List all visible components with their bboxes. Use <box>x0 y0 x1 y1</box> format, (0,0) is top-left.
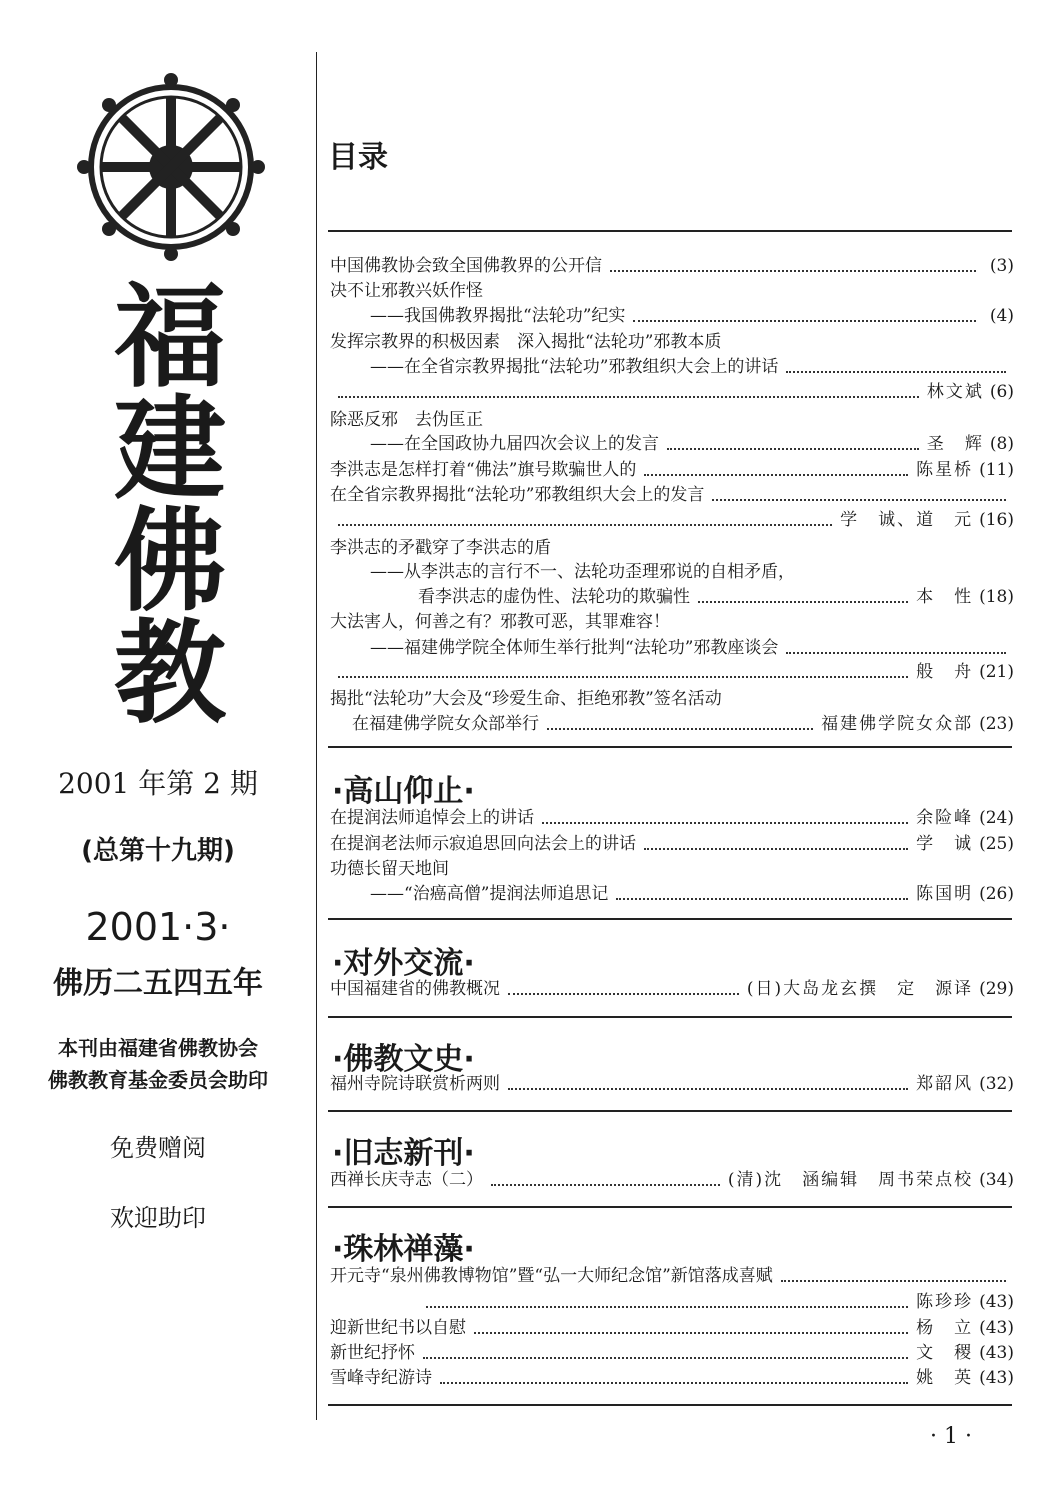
leader-dots <box>698 601 908 603</box>
toc-author: (清)沈 涵编辑 周书荣点校 <box>727 1170 974 1190</box>
toc-row[interactable] <box>330 330 1014 355</box>
title-char: 佛 <box>114 496 226 627</box>
toc-row[interactable] <box>330 279 1014 304</box>
toc-page: (43) <box>979 1343 1014 1363</box>
toc-row[interactable] <box>330 1316 1014 1341</box>
toc-title: 决不让邪教兴妖作怪 <box>330 281 483 301</box>
leader-dots <box>712 499 1006 501</box>
toc-author: 陈珍珍 <box>916 1292 974 1312</box>
toc-row[interactable] <box>330 380 1014 405</box>
divider <box>328 230 1012 232</box>
toc-title: ——在全省宗教界揭批“法轮功”邪教组织大会上的讲话 <box>370 357 779 377</box>
title-char: 教 <box>114 608 226 739</box>
toc-row[interactable] <box>330 458 1014 483</box>
page-number: · 1 · <box>930 1424 972 1449</box>
toc-row[interactable] <box>330 304 1014 329</box>
leader-dots <box>786 652 1006 654</box>
toc-author: 林文斌 <box>926 382 984 402</box>
magazine-title <box>100 272 240 739</box>
toc-author: 陈国明 <box>916 884 974 904</box>
toc-heading: 目录 <box>328 140 388 175</box>
toc-page: (6) <box>989 382 1014 402</box>
title-char: 建 <box>114 384 226 515</box>
toc-row[interactable] <box>330 408 1014 433</box>
toc-title: 李洪志的矛戳穿了李洪志的盾 <box>330 538 551 558</box>
toc-title: 在福建佛学院女众部举行 <box>352 714 539 734</box>
divider <box>328 1110 1012 1112</box>
section-title: ·旧志新刊· <box>332 1136 475 1171</box>
toc-page: (25) <box>979 834 1014 854</box>
leader-dots <box>508 1088 908 1090</box>
toc-row[interactable] <box>330 610 1014 635</box>
toc-title: 看李洪志的虚伪性、法轮功的欺骗性 <box>418 587 690 607</box>
toc-row[interactable] <box>330 508 1014 533</box>
toc-row[interactable] <box>330 1168 1014 1193</box>
toc-row[interactable] <box>330 1264 1014 1289</box>
toc-title: 功德长留天地间 <box>330 859 449 879</box>
toc-row[interactable] <box>330 1341 1014 1366</box>
divider <box>328 1016 1012 1018</box>
leader-dots <box>644 474 908 476</box>
leader-dots <box>474 1332 908 1334</box>
toc-title: ——从李洪志的言行不一、法轮功歪理邪说的自相矛盾， <box>370 562 795 582</box>
divider <box>328 1206 1012 1208</box>
toc-page: (11) <box>979 460 1014 480</box>
toc-title: 在提润法师追悼会上的讲话 <box>330 808 534 828</box>
toc-title: 除恶反邪 去伪匡正 <box>330 410 483 430</box>
leader-dots <box>644 848 908 850</box>
toc-title: 揭批“法轮功”大会及“珍爱生命、拒绝邪教”签名活动 <box>330 689 722 709</box>
toc-page: (29) <box>979 979 1014 999</box>
toc-row[interactable] <box>330 882 1014 907</box>
section-title: ·高山仰止· <box>332 774 475 809</box>
toc-title: 西禅长庆寺志（二） <box>330 1170 483 1190</box>
toc-page: (21) <box>979 662 1014 682</box>
toc-page: (4) <box>989 306 1014 326</box>
toc-title: 开元寺“泉州佛教博物馆”暨“弘一大师纪念馆”新馆落成喜赋 <box>330 1266 773 1286</box>
toc-author: 本 性 <box>916 587 974 607</box>
toc-title: ——我国佛教界揭批“法轮功”纪实 <box>370 306 626 326</box>
leader-dots <box>633 320 976 322</box>
welcome-label: 欢迎助印 <box>110 1204 206 1232</box>
toc-title: 雪峰寺纪游诗 <box>330 1368 432 1388</box>
toc-page: (43) <box>979 1368 1014 1388</box>
toc-title: 新世纪抒怀 <box>330 1343 415 1363</box>
toc-row[interactable] <box>330 687 1014 712</box>
leader-dots <box>426 1306 908 1308</box>
section-title: ·佛教文史· <box>332 1042 475 1077</box>
section-title: ·对外交流· <box>332 946 475 981</box>
toc-page: (16) <box>979 510 1014 530</box>
toc-page: (24) <box>979 808 1014 828</box>
leader-dots <box>491 1184 720 1186</box>
leader-dots <box>547 728 813 730</box>
toc-row[interactable] <box>330 254 1014 279</box>
toc-row[interactable] <box>330 977 1014 1002</box>
toc-page: (23) <box>979 714 1014 734</box>
divider <box>328 1404 1012 1406</box>
toc-row[interactable] <box>330 585 1014 610</box>
toc-author: 学 诚 <box>916 834 974 854</box>
divider <box>316 52 317 1420</box>
toc-author: 圣 辉 <box>926 434 984 454</box>
toc-page: (18) <box>979 587 1014 607</box>
toc-title: ——福建佛学院全体师生举行批判“法轮功”邪教座谈会 <box>370 638 779 658</box>
toc-row[interactable] <box>330 857 1014 882</box>
toc-title: 中国福建省的佛教概况 <box>330 979 500 999</box>
issue-label: 2001 年第 2 期 <box>58 767 258 800</box>
toc-author: 余险峰 <box>916 808 974 828</box>
toc-row[interactable] <box>330 536 1014 561</box>
toc-title: ——“治癌高僧”提润法师追思记 <box>370 884 609 904</box>
section-title: ·珠林禅藻· <box>332 1232 475 1267</box>
leader-dots <box>786 371 1006 373</box>
divider <box>328 918 1012 920</box>
toc-row[interactable] <box>330 660 1014 685</box>
toc-row[interactable] <box>330 1290 1014 1315</box>
dharma-wheel-icon <box>76 72 266 262</box>
toc-author: 姚 英 <box>916 1368 974 1388</box>
toc-page: (8) <box>989 434 1014 454</box>
toc-title: 大法害人，何善之有？邪教可恶，其罪难容！ <box>330 612 670 632</box>
toc-title: 在提润老法师示寂追思回向法会上的讲话 <box>330 834 636 854</box>
toc-title: 李洪志是怎样打着“佛法”旗号欺骗世人的 <box>330 460 637 480</box>
toc-page: (3) <box>989 256 1014 276</box>
leader-dots <box>440 1382 908 1384</box>
toc-title: 迎新世纪书以自慰 <box>330 1318 466 1338</box>
toc-page: (26) <box>979 884 1014 904</box>
toc-author: 学 诚、道 元 <box>840 510 974 530</box>
toc-author: 文 稷 <box>916 1343 974 1363</box>
toc-title: 在全省宗教界揭批“法轮功”邪教组织大会上的发言 <box>330 485 705 505</box>
toc-page: (43) <box>979 1318 1014 1338</box>
left-panel <box>0 0 316 1488</box>
free-label: 免费赠阅 <box>110 1134 206 1162</box>
leader-dots <box>338 524 832 526</box>
leader-dots <box>423 1357 908 1359</box>
leader-dots <box>781 1280 1006 1282</box>
buddhist-year-label: 佛历二五四五年 <box>53 966 263 1001</box>
toc-row[interactable] <box>330 1366 1014 1391</box>
toc-title: 中国佛教协会致全国佛教界的公开信 <box>330 256 602 276</box>
leader-dots <box>616 898 908 900</box>
toc-row[interactable] <box>330 832 1014 857</box>
leader-dots <box>542 822 908 824</box>
leader-dots <box>338 676 908 678</box>
toc-row[interactable] <box>330 712 1014 737</box>
toc-page: (32) <box>979 1074 1014 1094</box>
sponsor-line: 佛教教育基金委员会助印 <box>48 1068 268 1092</box>
sponsor-line: 本刊由福建省佛教协会 <box>58 1036 258 1060</box>
toc-row[interactable] <box>330 483 1014 508</box>
toc-row[interactable] <box>330 636 1014 661</box>
toc-author: 陈星桥 <box>916 460 974 480</box>
leader-dots <box>508 993 739 995</box>
toc-page: (43) <box>979 1292 1014 1312</box>
toc-page: (34) <box>979 1170 1014 1190</box>
toc-row[interactable] <box>330 1072 1014 1097</box>
toc-author: (日)大岛龙玄撰 定 源译 <box>746 979 974 999</box>
toc-row[interactable] <box>330 560 1014 585</box>
date-label: 2001·3· <box>85 905 231 949</box>
toc-author: 般 舟 <box>916 662 974 682</box>
sponsor-note <box>0 1032 316 1096</box>
leader-dots <box>667 448 919 450</box>
toc-title: 发挥宗教界的积极因素 深入揭批“法轮功”邪教本质 <box>330 332 722 352</box>
leader-dots <box>338 396 919 398</box>
toc-row[interactable] <box>330 355 1014 380</box>
toc-author: 福建佛学院女众部 <box>821 714 974 734</box>
divider <box>328 746 1012 748</box>
toc-author: 郑韶风 <box>916 1074 974 1094</box>
toc-title: ——在全国政协九届四次会议上的发言 <box>370 434 659 454</box>
title-char: 福 <box>114 272 226 403</box>
toc-row[interactable] <box>330 806 1014 831</box>
toc-title: 福州寺院诗联赏析两则 <box>330 1074 500 1094</box>
toc-row[interactable] <box>330 432 1014 457</box>
toc-author: 杨 立 <box>916 1318 974 1338</box>
leader-dots <box>610 270 976 272</box>
total-issue-label: (总第十九期) <box>81 836 235 866</box>
